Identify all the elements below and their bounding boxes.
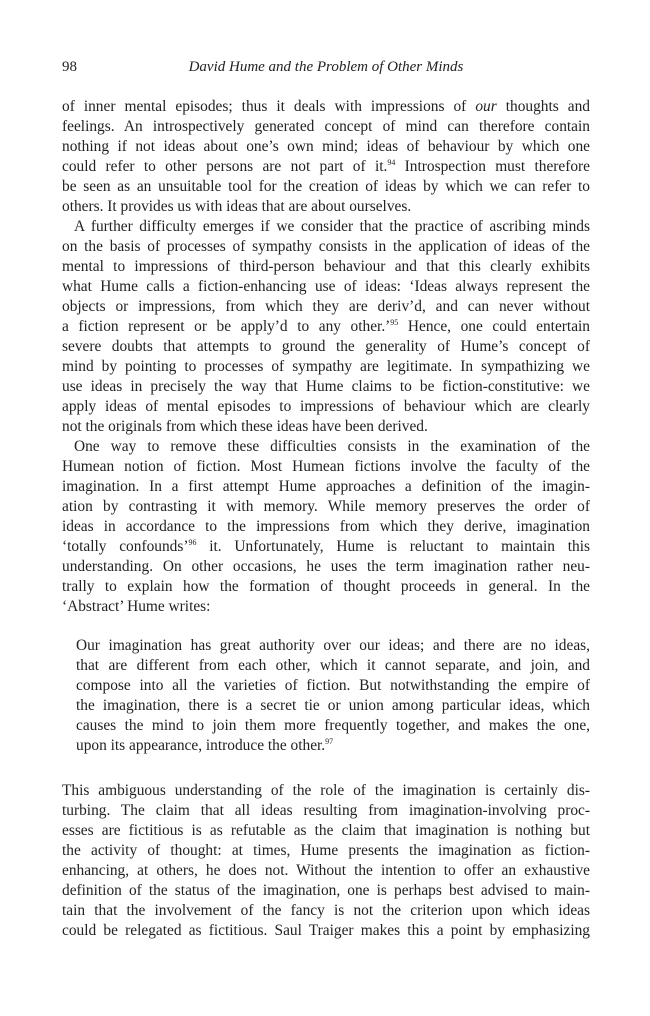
text-segment: could be relegated as fictitious. Saul Traiger makes this a point by emphasizing — [62, 922, 590, 939]
quote-line — [76, 716, 590, 736]
text-line — [62, 117, 590, 137]
text-line — [62, 277, 590, 297]
footnote-marker: 94 — [387, 158, 396, 167]
text-line — [62, 781, 590, 801]
text-segment: the activity of thought: at times, Hume presents the imagination as fiction- — [62, 842, 590, 859]
text-segment: thoughts and — [496, 98, 590, 115]
footnote-marker: 96 — [188, 538, 197, 547]
running-header — [62, 59, 590, 79]
text-segment: ‘totally confounds’ — [62, 538, 189, 555]
text-segment: tain that the involvement of the fancy is not the criterion upon which ideas — [62, 902, 590, 919]
text-line — [62, 597, 590, 617]
text-line — [62, 557, 590, 577]
text-line — [62, 517, 590, 537]
text-segment: trally to explain how the formation of thought proceeds in general. In the — [62, 578, 590, 595]
text-line — [62, 901, 590, 921]
text-segment: upon its appearance, introduce the other. — [76, 737, 326, 754]
text-segment: This ambiguous understanding of the role of the imagination is certainly dis- — [62, 782, 590, 799]
text-line — [62, 881, 590, 901]
text-segment: others. It provides us with ideas that are about ourselves. — [62, 198, 412, 215]
text-line — [62, 357, 590, 377]
running-title: David Hume and the Problem of Other Minds — [188, 59, 464, 75]
text-segment: Humean notion of fiction. Most Humean fictions involve the faculty of the — [62, 458, 590, 475]
text-segment: severe doubts that attempts to ground the generality of Hume’s concept of — [62, 338, 590, 355]
text-segment: imagination. In a first attempt Hume approaches a definition of the imagin- — [62, 478, 590, 495]
text-line — [62, 297, 590, 317]
text-line — [62, 861, 590, 881]
text-line — [62, 397, 590, 417]
text-segment: compose into all the varieties of fiction. But notwithstanding the empire of — [76, 677, 590, 694]
quote-line — [76, 636, 590, 656]
text-segment: could refer to other persons are not part of it. — [62, 158, 388, 175]
text-segment: One way to remove these difficulties consists in the examination of the — [74, 438, 590, 455]
text-segment: A further difficulty emerges if we consider that the practice of ascribing minds — [74, 218, 590, 235]
text-segment: a fiction represent or be apply’d to any other.’ — [62, 318, 391, 335]
text-line — [62, 137, 590, 157]
text-segment: Introspection must therefore — [395, 158, 591, 175]
text-line — [62, 317, 590, 337]
text-line — [62, 497, 590, 517]
text-line — [74, 217, 590, 237]
text-segment: ideas in accordance to the impressions from which they derive, imagination — [62, 518, 590, 535]
text-segment: use ideas in precisely the way that Hume claims to be fiction-constitutive: we — [62, 378, 590, 395]
text-line — [62, 801, 590, 821]
text-segment: enhancing, at others, he does not. Without the intention to offer an exhaustive — [62, 862, 590, 879]
text-line — [62, 97, 590, 117]
text-segment: mind by pointing to processes of sympathy are legitimate. In sympathizing we — [62, 358, 590, 375]
text-segment: Our imagination has great authority over our ideas; and there are no ideas, — [76, 637, 590, 654]
text-segment: nothing if not ideas about one’s own mind; ideas of behaviour by which one — [62, 138, 590, 155]
text-line — [62, 237, 590, 257]
text-segment: that are different from each other, which it cannot separate, and join, and — [76, 657, 590, 674]
text-line — [62, 197, 590, 217]
footnote-marker: 95 — [390, 318, 399, 327]
text-line — [62, 477, 590, 497]
quote-line — [76, 736, 590, 756]
text-line — [62, 841, 590, 861]
emphasis: our — [475, 98, 497, 115]
text-segment: causes the mind to join them more frequently together, and makes the one, — [76, 717, 590, 734]
quote-line — [76, 656, 590, 676]
text-segment: understanding. On other occasions, he uses the term imagination rather neu- — [62, 558, 590, 575]
text-segment: esses are fictitious is as refutable as the claim that imagination is nothing but — [62, 822, 590, 839]
text-segment: Hence, one could entertain — [398, 318, 590, 335]
text-line — [62, 257, 590, 277]
text-segment: objects or impressions, from which they are deriv’d, and can never without — [62, 298, 590, 315]
text-line — [62, 577, 590, 597]
footnote-marker: 97 — [325, 737, 334, 746]
text-segment: turbing. The claim that all ideas resulting from imagination-involving proc- — [62, 802, 590, 819]
text-line — [62, 417, 590, 437]
text-line — [62, 821, 590, 841]
text-segment: it. Unfortunately, Hume is reluctant to maintain this — [196, 538, 590, 555]
text-segment: what Hume calls a fiction-enhancing use of ideas: ‘Ideas always represent the — [62, 278, 590, 295]
quote-line — [76, 676, 590, 696]
text-segment: the imagination, there is a secret tie or union among particular ideas, which — [76, 697, 590, 714]
page-number: 98 — [62, 59, 77, 75]
text-segment: of inner mental episodes; thus it deals with impressions of — [62, 98, 476, 115]
text-segment: definition of the status of the imagination, one is perhaps best advised to main- — [62, 882, 590, 899]
quote-line — [76, 696, 590, 716]
text-segment: not the originals from which these ideas have been derived. — [62, 418, 428, 435]
text-line — [62, 337, 590, 357]
text-line — [62, 921, 590, 941]
text-line — [62, 377, 590, 397]
text-segment: on the basis of processes of sympathy consists in the application of ideas of the — [62, 238, 590, 255]
text-line — [62, 537, 590, 557]
text-segment: mental to impressions of third-person behaviour and that this clearly exhibits — [62, 258, 590, 275]
text-segment: be seen as an unsuitable tool for the creation of ideas by which we can refer to — [62, 178, 590, 195]
text-segment: ation by contrasting it with memory. While memory preserves the order of — [62, 498, 590, 515]
text-line — [62, 457, 590, 477]
text-segment: apply ideas of mental episodes to impressions of behaviour which are clearly — [62, 398, 590, 415]
text-segment: ‘Abstract’ Hume writes: — [62, 598, 211, 615]
text-line — [74, 437, 590, 457]
text-line — [62, 177, 590, 197]
text-line — [62, 157, 590, 177]
text-segment: feelings. An introspectively generated concept of mind can therefore contain — [62, 118, 590, 135]
